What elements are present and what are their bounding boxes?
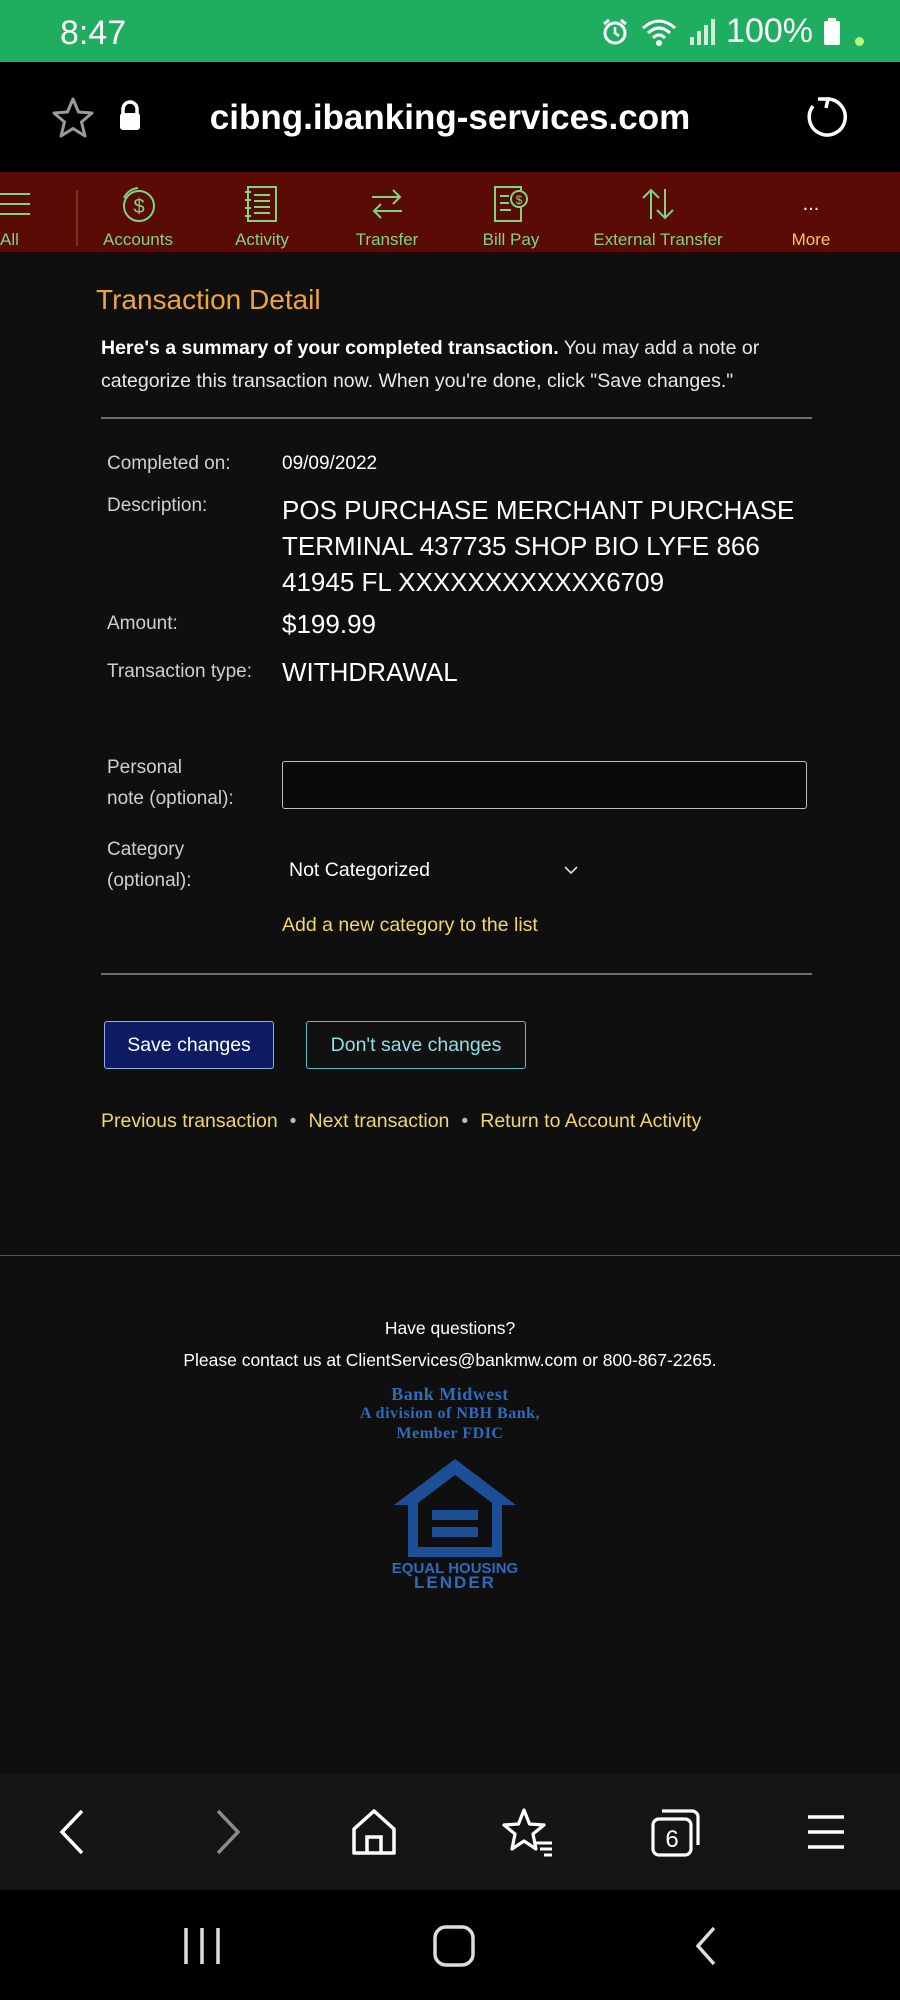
bookmarks-icon[interactable] (500, 1805, 554, 1864)
tabs-icon[interactable] (650, 1805, 702, 1864)
more-dots-icon (761, 182, 861, 226)
tab-count: 6 (665, 1826, 679, 1853)
previous-transaction-link[interactable]: Previous transaction (101, 1110, 278, 1132)
nav-item-external-transfer[interactable] (583, 182, 733, 250)
category-selected-value: Not Categorized (289, 859, 430, 881)
divider (101, 973, 812, 975)
add-category-link[interactable]: Add a new category to the list (282, 914, 538, 936)
nav-label: External Transfer (593, 230, 723, 249)
ehl-line2: LENDER (414, 1573, 496, 1590)
footer-contact: Please contact us at ClientServices@bankmw.com or 800-867-2265. (183, 1350, 717, 1370)
transaction-links (101, 1110, 701, 1133)
main-nav (0, 172, 900, 254)
nav-label: Accounts (103, 230, 173, 249)
link-separator: • (461, 1110, 469, 1132)
nav-divider (76, 190, 78, 246)
ehl-line1: EQUAL HOUSING (391, 1560, 519, 1577)
intro-text (101, 332, 801, 398)
nav-item-more[interactable] (761, 182, 861, 250)
battery-percent: 100% (726, 12, 813, 50)
nav-item-activity[interactable] (212, 182, 312, 250)
nav-item-all[interactable] (0, 182, 30, 250)
category-label-line1: Category (107, 839, 185, 860)
bill-icon (461, 182, 561, 226)
nav-item-accounts[interactable] (88, 182, 188, 250)
note-label-line2: note (optional): (107, 788, 234, 809)
footer-divider (0, 1255, 900, 1256)
amount-value: $199.99 (282, 609, 376, 639)
nav-label: More (791, 230, 831, 249)
recent-apps-icon[interactable] (180, 1922, 224, 1975)
battery-icon (823, 17, 841, 47)
bank-member: Member FDIC (396, 1425, 504, 1442)
nav-item-transfer[interactable] (337, 182, 437, 250)
type-label: Transaction type: (107, 661, 253, 682)
nav-label: All (0, 230, 19, 249)
status-icons (600, 12, 864, 51)
status-bar (0, 0, 900, 62)
nav-label: Transfer (355, 230, 419, 249)
updown-arrows-icon (583, 182, 733, 226)
divider (101, 417, 812, 419)
type-value: WITHDRAWAL (282, 657, 458, 687)
personal-note-input[interactable] (282, 761, 807, 809)
save-changes-button[interactable]: Save changes (104, 1021, 274, 1069)
menu-icon (0, 182, 30, 226)
home-icon[interactable] (350, 1805, 398, 1864)
camera-dot (855, 37, 864, 46)
bank-name: Bank Midwest (391, 1384, 509, 1404)
page-title: Transaction Detail (96, 284, 321, 315)
ledger-icon (212, 182, 312, 226)
dollar-circle-icon (88, 182, 188, 226)
footer-question: Have questions? (384, 1318, 516, 1338)
reload-icon[interactable] (804, 94, 850, 145)
transfer-arrows-icon (337, 182, 437, 226)
system-back-icon[interactable] (688, 1922, 724, 1975)
browser-menu-icon[interactable] (806, 1805, 846, 1864)
description-label: Description: (107, 495, 208, 516)
signal-icon (688, 17, 716, 47)
chevron-down-icon (564, 850, 578, 904)
category-label-line2: (optional): (107, 870, 192, 891)
note-label-line1: Personal (107, 757, 182, 778)
dont-save-button[interactable]: Don't save changes (306, 1021, 526, 1069)
alarm-icon (600, 17, 630, 47)
status-time: 8:47 (60, 14, 127, 52)
browser-toolbar (0, 1775, 900, 1890)
more-dots-glyph: ... (802, 192, 820, 215)
next-transaction-link[interactable]: Next transaction (308, 1110, 450, 1132)
nav-label: Bill Pay (482, 230, 540, 249)
bank-division: A division of NBH Bank, (360, 1405, 540, 1422)
completed-value: 09/09/2022 (282, 453, 378, 474)
nav-item-bill-pay[interactable] (461, 182, 561, 250)
return-to-activity-link[interactable]: Return to Account Activity (480, 1110, 702, 1132)
equal-housing-lender-logo (390, 1455, 520, 1595)
category-select[interactable] (282, 850, 592, 890)
intro-bold: Here's a summary of your completed transaction. (101, 337, 559, 359)
home-button-icon[interactable] (430, 1922, 478, 1975)
svg-text:$: $ (133, 196, 145, 218)
svg-text:$: $ (515, 193, 523, 207)
amount-label: Amount: (107, 613, 178, 634)
link-separator: • (289, 1110, 297, 1132)
intro-rest: You may add a note or categorize this transaction now. When you're done, click "Save changes." (101, 337, 760, 392)
completed-label: Completed on: (107, 453, 231, 474)
browser-url-bar (0, 62, 900, 172)
url-text[interactable]: cibng.ibanking-services.com (209, 98, 691, 137)
nav-label: Activity (235, 230, 289, 249)
description-value: POS PURCHASE MERCHANT PURCHASE TERMINAL 437735 SHOP BIO LYFE 866 41945 FL XXXXXXXXXXXX6709 (282, 495, 795, 597)
bank-logo-text (0, 1384, 900, 1444)
system-nav-bar (0, 1890, 900, 2000)
back-icon[interactable] (56, 1805, 90, 1864)
wifi-icon (640, 17, 678, 47)
forward-icon[interactable] (210, 1805, 244, 1864)
